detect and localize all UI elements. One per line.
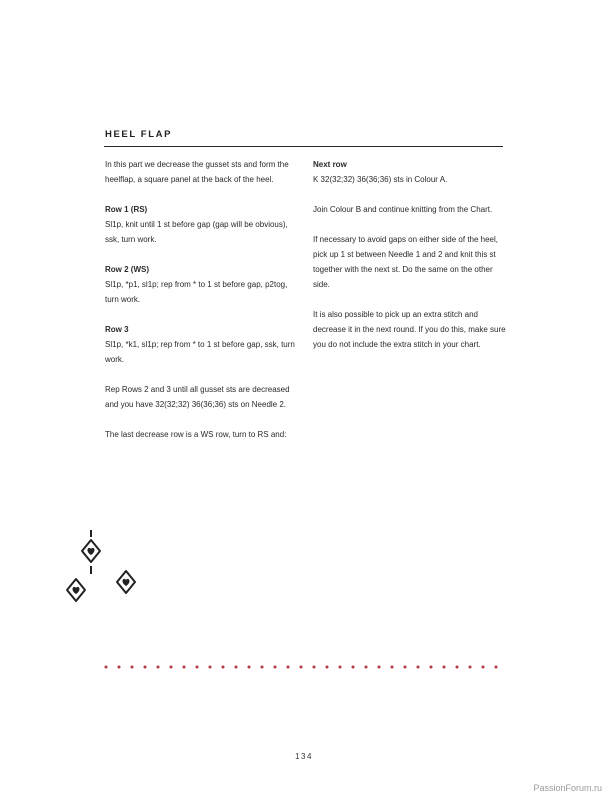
diamond-heart-icon: [60, 526, 150, 610]
join-paragraph: Join Colour B and continue knitting from the Chart.: [313, 205, 493, 214]
row2-title: Row 2 (WS): [105, 265, 149, 274]
row3-title: Row 3: [105, 325, 129, 334]
gaps-paragraph: If necessary to avoid gaps on either side of the heel, pick up 1 st between Needle 1 and 2 and knit this st together with the next st. Do the same on the other side.: [313, 235, 499, 289]
left-column: [105, 157, 300, 457]
last-paragraph: The last decrease row is a WS row, turn to RS and:: [105, 430, 287, 439]
page-number: 134: [295, 752, 313, 761]
intro-paragraph: In this part we decrease the gusset sts and form the heelflap, a square panel at the back of the heel.: [105, 160, 289, 184]
next-row-block: [313, 157, 508, 187]
right-column: [313, 157, 508, 367]
row1-text: Sl1p, knit until 1 st before gap (gap will be obvious), ssk, turn work.: [105, 220, 288, 244]
row3-block: [105, 322, 300, 367]
next-row-text: K 32(32;32) 36(36;36) sts in Colour A.: [313, 175, 448, 184]
next-row-title: Next row: [313, 160, 347, 169]
row2-block: [105, 262, 300, 307]
dotted-divider: [104, 664, 506, 670]
row3-text: Sl1p, *k1, sl1p; rep from * to 1 st before gap, ssk, turn work.: [105, 340, 295, 364]
row1-title: Row 1 (RS): [105, 205, 148, 214]
heading-rule: [104, 146, 503, 147]
row2-text: Sl1p, *p1, sl1p; rep from * to 1 st before gap, p2tog, turn work.: [105, 280, 288, 304]
repeat-paragraph: Rep Rows 2 and 3 until all gusset sts are decreased and you have 32(32;32) 36(36;36) sts on Needle 2.: [105, 385, 290, 409]
section-heading: HEEL FLAP: [105, 129, 173, 140]
watermark: PassionForum.ru: [533, 783, 602, 793]
row1-block: [105, 202, 300, 247]
extra-paragraph: It is also possible to pick up an extra stitch and decrease it in the next round. If you do this, make sure you do not include the extra stitch in your chart.: [313, 310, 506, 349]
